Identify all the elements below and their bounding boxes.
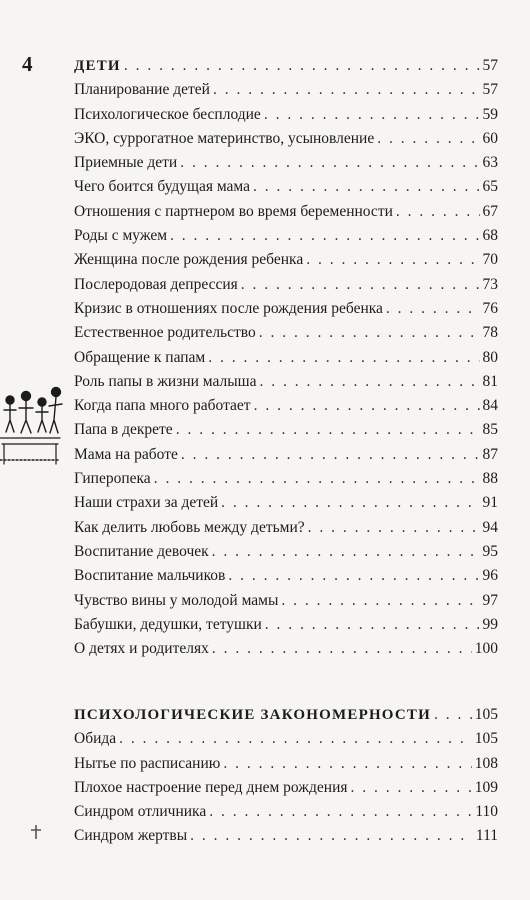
toc-entry[interactable] — [74, 175, 498, 199]
toc-entry-page: 109 — [474, 778, 498, 796]
leader-dots — [434, 703, 472, 727]
leader-dots — [119, 727, 472, 751]
leader-dots — [190, 824, 473, 848]
toc-entry-page: 85 — [482, 421, 498, 439]
toc-entry-page: 91 — [482, 494, 498, 512]
toc-entry-page: 63 — [482, 154, 498, 172]
toc-entry-title: Нытье по расписанию — [74, 754, 221, 772]
leader-dots — [181, 443, 480, 467]
toc-entry-title: Отношения с партнером во время беременности — [74, 202, 393, 220]
toc-entry-page: 105 — [474, 730, 498, 748]
toc-entry[interactable] — [74, 491, 498, 515]
toc-entry-title: Планирование детей — [74, 81, 210, 99]
toc-entry-page: 57 — [482, 81, 498, 99]
toc-entry-title: Чего боится будущая мама — [74, 178, 251, 196]
toc-entry-title: Папа в декрете — [74, 421, 173, 439]
toc-entry-page: 108 — [474, 754, 498, 772]
toc-entry-title: Обида — [74, 730, 117, 748]
toc-entry-page: 99 — [482, 615, 498, 633]
toc-entry-page: 95 — [482, 542, 498, 560]
toc-heading[interactable] — [74, 54, 498, 78]
leader-dots — [377, 127, 479, 151]
toc-entry[interactable] — [74, 273, 498, 297]
toc-entry[interactable] — [74, 467, 498, 491]
toc-entry[interactable] — [74, 824, 498, 848]
leader-dots — [351, 776, 472, 800]
toc-heading[interactable] — [74, 703, 498, 727]
toc-entry-page: 68 — [482, 227, 498, 245]
chapter-number: 4 — [22, 52, 33, 76]
toc-entry-page: 111 — [475, 827, 498, 845]
toc-section-children — [74, 54, 498, 661]
toc-entry-page: 80 — [482, 348, 498, 366]
toc-section-psychology — [74, 703, 498, 849]
leader-dots — [254, 394, 480, 418]
toc-entry-title: Женщина после рождения ребенка — [74, 251, 304, 269]
toc-entry-title: Плохое настроение перед днем рождения — [74, 778, 348, 796]
toc-entry-title: О детях и родителях — [74, 640, 209, 658]
toc-entry-title: ЭКО, суррогатное материнство, усыновление — [74, 129, 375, 147]
toc-entry[interactable] — [74, 321, 498, 345]
toc-entry[interactable] — [74, 200, 498, 224]
toc-entry-page: 84 — [482, 397, 498, 415]
leader-dots — [124, 54, 480, 78]
toc-entry[interactable] — [74, 564, 498, 588]
toc-entry[interactable] — [74, 516, 498, 540]
toc-entry-title: Роль папы в жизни малыша — [74, 372, 257, 390]
toc-entry-title: Приемные дети — [74, 154, 178, 172]
toc-heading-title: ДЕТИ — [74, 58, 121, 74]
leader-dots — [396, 200, 480, 224]
toc-entry-title: Послеродовая депрессия — [74, 275, 238, 293]
toc-entry[interactable] — [74, 346, 498, 370]
toc-entry-title: Как делить любовь между детьми? — [74, 518, 305, 536]
toc-entry-title: Естественное родительство — [74, 324, 256, 342]
leader-dots — [264, 103, 480, 127]
toc-entry-page: 67 — [482, 202, 498, 220]
toc-entry-title: Синдром жертвы — [74, 827, 188, 845]
leader-dots — [154, 467, 480, 491]
toc-entry-title: Воспитание мальчиков — [74, 567, 226, 585]
toc-entry-page: 100 — [474, 640, 498, 658]
toc-entry-title: Психологическое бесплодие — [74, 105, 261, 123]
toc-entry[interactable] — [74, 443, 498, 467]
toc-entry-page: 97 — [482, 591, 498, 609]
leader-dots — [180, 151, 479, 175]
leader-dots — [212, 540, 480, 564]
leader-dots — [176, 418, 480, 442]
toc-entry[interactable] — [74, 800, 498, 824]
leader-dots — [212, 637, 472, 661]
leader-dots — [228, 564, 479, 588]
leader-dots — [265, 613, 480, 637]
toc-entry[interactable] — [74, 613, 498, 637]
leader-dots — [221, 491, 479, 515]
toc-entry[interactable] — [74, 248, 498, 272]
toc-entry[interactable] — [74, 297, 498, 321]
toc-entry-page: 60 — [482, 129, 498, 147]
toc-entry-title: Когда папа много работает — [74, 397, 251, 415]
leader-dots — [213, 78, 480, 102]
toc-heading-page: 105 — [474, 706, 498, 723]
toc-entry[interactable] — [74, 151, 498, 175]
toc-entry-page: 88 — [482, 470, 498, 488]
leader-dots — [259, 321, 480, 345]
toc-entry[interactable] — [74, 78, 498, 102]
toc-entry-page: 73 — [482, 275, 498, 293]
toc-entry-title: Обращение к папам — [74, 348, 206, 366]
leader-dots — [223, 752, 471, 776]
toc-entry-page: 70 — [482, 251, 498, 269]
toc-entry-title: Синдром отличника — [74, 803, 207, 821]
toc-entry-page: 81 — [482, 372, 498, 390]
toc-entry-page: 65 — [482, 178, 498, 196]
toc-entry-page: 94 — [482, 518, 498, 536]
toc-entry[interactable] — [74, 224, 498, 248]
toc-entry-page: 87 — [482, 445, 498, 463]
toc-entry-page: 76 — [482, 299, 498, 317]
toc-entry[interactable] — [74, 776, 498, 800]
toc-entry-title: Воспитание девочек — [74, 542, 209, 560]
toc-entry-title: Роды с мужем — [74, 227, 168, 245]
leader-dots — [386, 297, 480, 321]
toc-entry[interactable] — [74, 752, 498, 776]
toc-entry-page: 78 — [482, 324, 498, 342]
toc-entry[interactable] — [74, 394, 498, 418]
toc-entry[interactable] — [74, 418, 498, 442]
toc-entry[interactable] — [74, 589, 498, 613]
leader-dots — [241, 273, 480, 297]
leader-dots — [208, 346, 479, 370]
toc-heading-page: 57 — [482, 57, 498, 74]
toc-entry-title: Гиперопека — [74, 470, 151, 488]
leader-dots — [253, 175, 479, 199]
family-sketch-icon — [0, 380, 64, 472]
toc-entry-title: Бабушки, дедушки, тетушки — [74, 615, 262, 633]
toc-entry[interactable] — [74, 637, 498, 661]
toc-entry-page: 59 — [482, 105, 498, 123]
toc-entry-title: Мама на работе — [74, 445, 178, 463]
leader-dots — [259, 370, 479, 394]
toc-heading-title: ПСИХОЛОГИЧЕСКИЕ ЗАКОНОМЕРНОСТИ — [74, 707, 431, 723]
leader-dots — [281, 589, 479, 613]
leader-dots — [306, 248, 479, 272]
cross-icon — [30, 824, 42, 840]
leader-dots — [308, 516, 480, 540]
toc-entry[interactable] — [74, 727, 498, 751]
toc-entry-page: 110 — [475, 803, 498, 821]
toc-entry-page: 96 — [482, 567, 498, 585]
toc-entry-title: Наши страхи за детей — [74, 494, 219, 512]
toc-entry[interactable] — [74, 370, 498, 394]
toc-entry[interactable] — [74, 540, 498, 564]
toc-entry[interactable] — [74, 127, 498, 151]
leader-dots — [209, 800, 472, 824]
toc-entry[interactable] — [74, 103, 498, 127]
toc-entry-title: Чувство вины у молодой мамы — [74, 591, 279, 609]
toc-entry-title: Кризис в отношениях после рождения ребенка — [74, 299, 383, 317]
leader-dots — [170, 224, 479, 248]
